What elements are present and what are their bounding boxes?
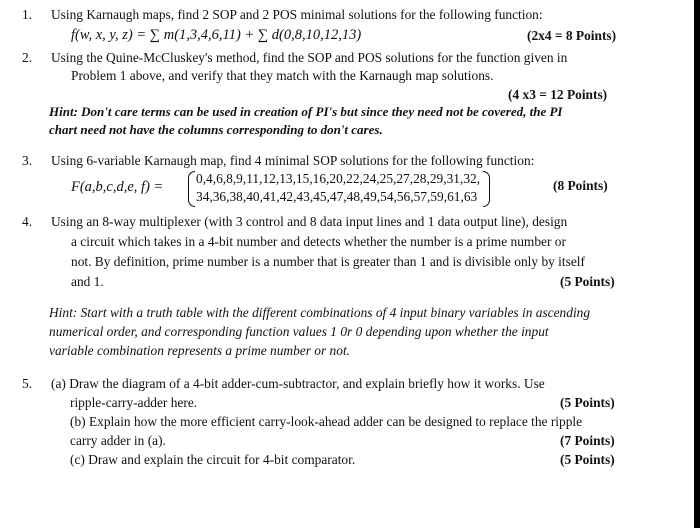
q5b-line1: (b) Explain how the more efficient carry-look-ahead adder can be designed to replace the ripple [70,414,583,429]
q3-terms-line1: 0,4,6,8,9,11,12,13,15,16,20,22,24,25,27,28,29,31,32, [196,171,481,186]
q4-line1: Using an 8-way multiplexer (with 3 control and 8 data input lines and 1 data output line), design [51,214,568,229]
q5b-points: (7 Points) [560,433,615,448]
right-edge-strip [694,0,700,528]
q4-line3: not. By definition, prime number is a number that is greater than 1 and is divisible only by itself [71,254,585,269]
q5c-line1: (c) Draw and explain the circuit for 4-bit comparator. [70,452,356,467]
q2-number: 2. [22,50,33,65]
q1-text: Using Karnaugh maps, find 2 SOP and 2 POS minimal solutions for the following function: [51,7,543,22]
left-parenthesis [188,171,195,207]
hint2-line1: Hint: Start with a truth table with the different combinations of 4 input binary variables in ascending [49,305,591,320]
q3-lhs: F(a,b,c,d,e, f) = [71,179,164,195]
q2-line1: Using the Quine-McCluskey's method, find the SOP and POS solutions for the function given in [51,50,568,65]
q1-points: (2x4 = 8 Points) [527,28,617,43]
q1-formula: f(w, x, y, z) = ∑ m(1,3,4,6,11) + ∑ d(0,8,10,12,13) [71,27,362,43]
q2-points: (4 x3 = 12 Points) [508,87,608,102]
q1-number: 1. [22,7,33,22]
q2-line2: Problem 1 above, and verify that they match with the Karnaugh map solutions. [71,68,494,83]
q5a-line1: (a) Draw the diagram of a 4-bit adder-cum-subtractor, and explain briefly how it works. Use [51,376,545,391]
q5a-line2: ripple-carry-adder here. [70,395,198,410]
hint2-line2: numerical order, and corresponding function values 1 0r 0 depending upon whether the input [49,324,549,339]
q4-points: (5 Points) [560,274,615,289]
q3-points: (8 Points) [553,178,608,193]
q3-text: Using 6-variable Karnaugh map, find 4 minimal SOP solutions for the following function: [51,153,535,168]
q5b-line2: carry adder in (a). [70,433,166,448]
hint2-line3: variable combination represents a prime number or not. [49,343,351,358]
q4-line4: and 1. [71,274,104,289]
q3-number: 3. [22,153,33,168]
hint1-line1: Hint: Don't care terms can be used in creation of PI's but since they need not be covered, the PI [49,104,563,119]
q4-number: 4. [22,214,33,229]
q5-number: 5. [22,376,33,391]
q5a-points: (5 Points) [560,395,615,410]
q3-terms-line2: 34,36,38,40,41,42,43,45,47,48,49,54,56,57,59,61,63 [196,189,478,204]
q5c-points: (5 Points) [560,452,615,467]
right-parenthesis [483,171,490,207]
hint1-line2: chart need not have the columns corresponding to don't cares. [49,122,383,137]
q4-line2: a circuit which takes in a 4-bit number and detects whether the number is a prime number or [71,234,566,249]
